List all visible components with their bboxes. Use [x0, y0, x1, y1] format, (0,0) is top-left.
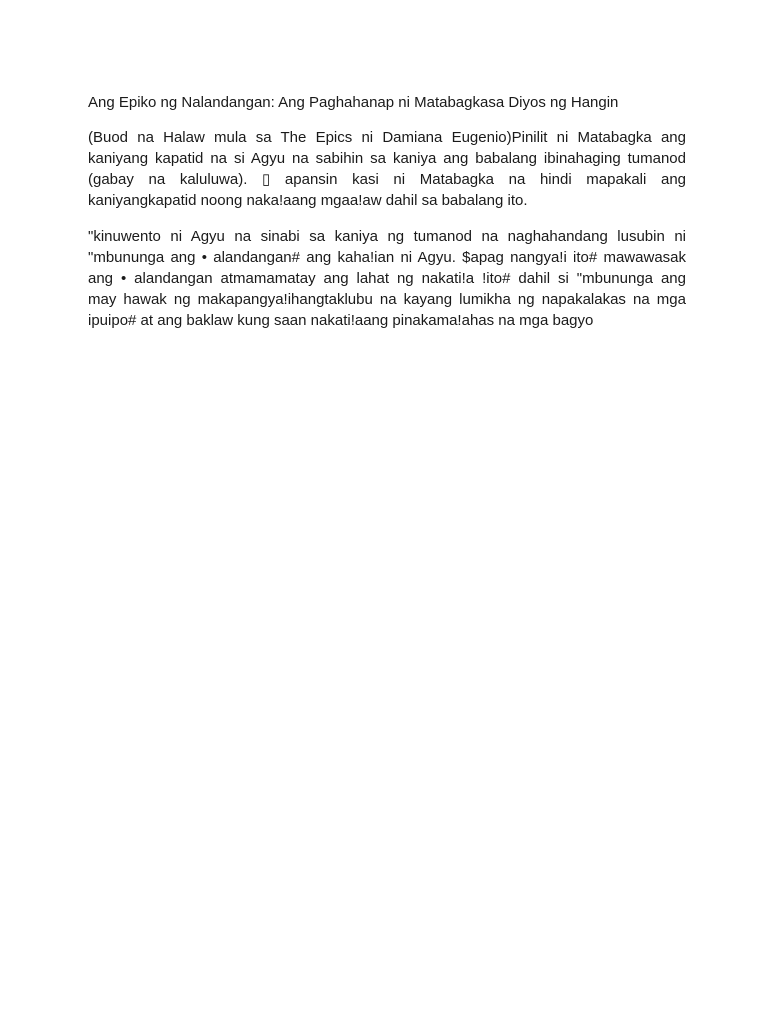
paragraph-2-line-5: ipuipo# at ang baklaw kung saan nakati!aang pinakama!ahas na mga bagyo: [88, 312, 594, 329]
paragraph-2: [88, 226, 686, 331]
paragraph-1: [88, 127, 686, 211]
paragraph-2-line-1: "kinuwento ni Agyu na sinabi sa kaniya ng tumanod na naghahandang lusubin ni: [88, 228, 686, 245]
paragraph-2-line-4: may hawak ng makapangya!ihangtaklubu na kayang lumikha ng napakalakas na mga: [88, 291, 686, 308]
paragraph-1-line-3: (gabay na kaluluwa). ▯ apansin kasi ni Matabagka na hindi mapakali ang: [88, 171, 686, 188]
paragraph-1-line-1: (Buod na Halaw mula sa The Epics ni Damiana Eugenio)Pinilit ni Matabagka ang: [88, 129, 686, 146]
paragraph-1-line-4: kaniyangkapatid noong naka!aang mgaa!aw dahil sa babalang ito.: [88, 192, 528, 209]
paragraph-2-line-3: ang • alandangan atmamamatay ang lahat ng nakati!a !ito# dahil si "mbununga ang: [88, 270, 686, 287]
paragraph-2-line-2: "mbununga ang • alandangan# ang kaha!ian ni Agyu. $apag nangya!i ito# mawawasak: [88, 249, 686, 266]
paragraph-1-line-2: kaniyang kapatid na si Agyu na sabihin sa kaniya ang babalang ibinahaging tumanod: [88, 150, 686, 167]
document-title: Ang Epiko ng Nalandangan: Ang Paghahanap ni Matabagkasa Diyos ng Hangin: [88, 94, 619, 111]
